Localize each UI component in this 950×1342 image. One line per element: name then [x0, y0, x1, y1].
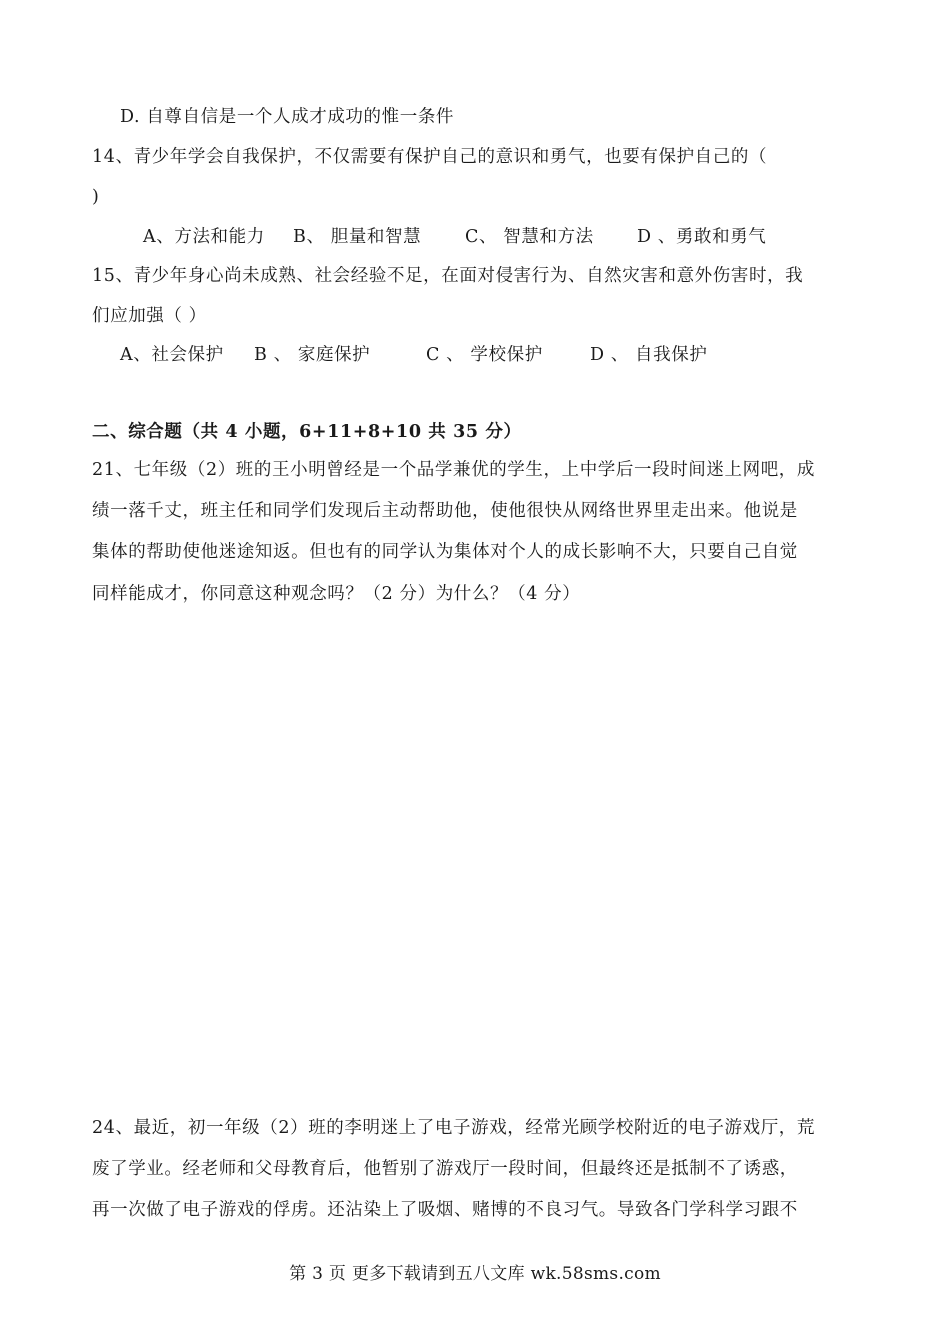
q15-question-line-1: 15、青少年身心尚未成熟、社会经验不足，在面对侵害行为、自然灾害和意外伤害时，我: [92, 266, 804, 286]
q13-option-d: D. 自尊自信是一个人成才成功的惟一条件: [120, 107, 455, 127]
q15-question-line-2: 们应加强（ ）: [92, 306, 207, 326]
q14-option-a: A、方法和能力: [143, 227, 265, 247]
q15-options: [120, 343, 840, 367]
q24-line-2: 废了学业。经老师和父母教育后，他暂别了游戏厅一段时间，但最终还是抵制不了诱惑，: [92, 1159, 798, 1179]
page-footer: 第 3 页 更多下载请到五八文库 wk.58sms.com: [289, 1264, 661, 1284]
q14-question-line-2: ): [92, 187, 100, 207]
q15-option-c: C 、 学校保护: [426, 345, 543, 365]
section-2-heading: 二、综合题（共 4 小题，6+11+8+10 共 35 分）: [92, 422, 522, 442]
q15-option-b: B 、 家庭保护: [254, 345, 371, 365]
q15-option-d: D 、 自我保护: [590, 345, 708, 365]
q15-option-a: A、社会保护: [120, 345, 224, 365]
q21-line-1: 21、七年级（2）班的王小明曾经是一个品学兼优的学生，上中学后一段时间迷上网吧，成: [92, 460, 815, 480]
q21-line-4: 同样能成才，你同意这种观念吗？（2 分）为什么？（4 分）: [92, 584, 581, 604]
q21-line-2: 绩一落千丈，班主任和同学们发现后主动帮助他，使他很快从网络世界里走出来。他说是: [92, 501, 798, 521]
q21-line-3: 集体的帮助使他迷途知返。但也有的同学认为集体对个人的成长影响不大，只要自己自觉: [92, 542, 798, 562]
q14-option-c: C、 智慧和方法: [465, 227, 594, 247]
q24-line-1: 24、最近，初一年级（2）班的李明迷上了电子游戏，经常光顾学校附近的电子游戏厅，荒: [92, 1118, 815, 1138]
q14-option-d: D 、勇敢和勇气: [637, 227, 767, 247]
q14-options: [143, 225, 863, 249]
q14-question-line-1: 14、青少年学会自我保护，不仅需要有保护自己的意识和勇气，也要有保护自己的（: [92, 147, 768, 167]
q14-option-b: B、 胆量和智慧: [293, 227, 422, 247]
q24-line-3: 再一次做了电子游戏的俘虏。还沾染上了吸烟、赌博的不良习气。导致各门学科学习跟不: [92, 1200, 798, 1220]
